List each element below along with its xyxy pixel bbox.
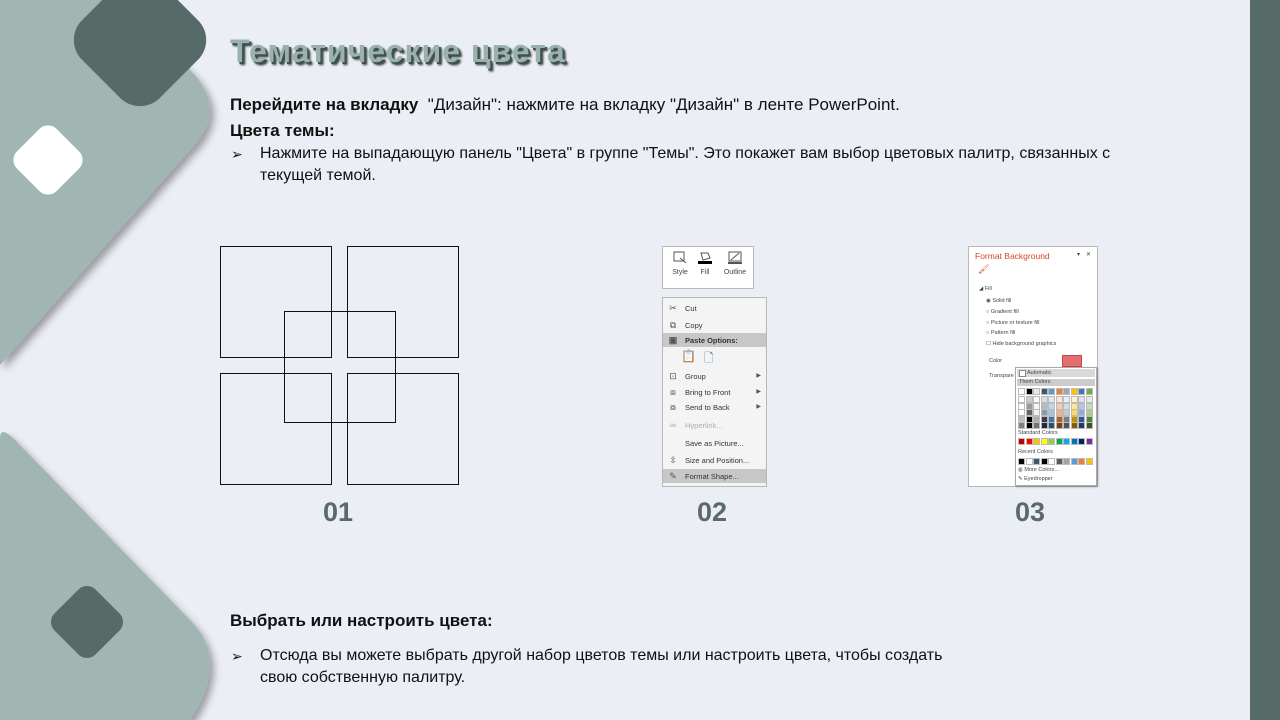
color-swatch[interactable] (1026, 422, 1033, 429)
bullet1-line1: Нажмите на выпадающую панель "Цвета" в группе "Темы". Это покажет вам выбор цветовых палитр, связанных с (260, 145, 1111, 162)
squares-illustration (219, 245, 461, 487)
bullet-arrow-2: ➢ (231, 648, 243, 664)
menu-item-bring-to-front[interactable]: ⧈ Bring to Front ▶ (663, 385, 766, 399)
link-icon: ∞ (669, 420, 677, 430)
fill-bucket-icon[interactable]: 🖌 (978, 264, 990, 274)
copy-icon: ⧉ (669, 320, 677, 330)
send-back-icon: ⧇ (670, 402, 676, 412)
size-icon: ⇳ (669, 455, 677, 465)
paste-keep-icon[interactable]: 📋 (681, 349, 696, 363)
format-shape-icon: ✎ (669, 471, 677, 481)
square-bottom-right (348, 374, 459, 485)
context-menu (662, 297, 767, 487)
bullet1-line2: текущей темой. (260, 167, 376, 184)
automatic-option[interactable]: Automatic (1017, 369, 1095, 377)
format-background-pane (968, 246, 1098, 487)
color-swatch[interactable] (1026, 388, 1033, 395)
paste-picture-icon[interactable]: 🗋 (704, 351, 714, 365)
section1-heading: Цвета темы: (230, 121, 335, 140)
fill-bucket-icon (697, 250, 713, 264)
color-swatch[interactable] (1071, 458, 1078, 465)
submenu-arrow-icon: ▶ (756, 373, 761, 379)
square-top-right (348, 247, 459, 358)
menu-item-copy[interactable]: ⧉ Copy (669, 320, 703, 330)
menu-item-save-as-picture[interactable]: Save as Picture... (685, 439, 744, 448)
pane-title: Format Background (975, 251, 1050, 261)
color-swatch[interactable] (1033, 438, 1040, 445)
outline-button[interactable] (721, 250, 749, 276)
intro-label: Перейдите на вкладку (230, 95, 419, 114)
solid-fill-radio[interactable]: ◉ Solid fill (986, 298, 1012, 304)
submenu-arrow-icon: ▶ (756, 404, 761, 410)
color-swatch[interactable] (1086, 388, 1093, 395)
color-swatch[interactable] (1078, 422, 1085, 429)
color-swatch[interactable] (1041, 388, 1048, 395)
recent-colors-header: Recent Colors (1018, 449, 1053, 455)
style-label: Style (672, 269, 688, 276)
color-swatch[interactable] (1048, 458, 1055, 465)
color-swatch[interactable] (1056, 458, 1063, 465)
style-icon (672, 250, 688, 264)
close-icon[interactable]: ✕ (1086, 252, 1092, 258)
color-swatch[interactable] (1018, 458, 1025, 465)
color-swatch[interactable] (1078, 458, 1085, 465)
color-swatch[interactable] (1056, 388, 1063, 395)
menu-item-cut[interactable]: ✂ Cut (669, 303, 697, 313)
fill-label: Fill (700, 269, 710, 276)
theme-colors-header: Them Colors (1017, 379, 1095, 386)
color-swatch[interactable] (1078, 438, 1085, 445)
slide-title: Тематические цвета (230, 33, 566, 69)
fill-button[interactable] (694, 250, 716, 276)
scissors-icon: ✂ (669, 303, 677, 313)
color-swatch[interactable] (1048, 422, 1055, 429)
color-swatch[interactable] (1078, 388, 1085, 395)
color-swatch[interactable] (1071, 388, 1078, 395)
standard-colors-row (1018, 438, 1094, 444)
color-swatch[interactable] (1063, 388, 1070, 395)
picture-fill-radio[interactable]: ○ Picture or texture fill (986, 320, 1040, 326)
color-swatch[interactable] (1063, 422, 1070, 429)
transparency-label: Transpare (989, 373, 1014, 379)
menu-item-hyperlink[interactable]: ∞ Hyperlink... (669, 420, 723, 430)
section2-heading: Выбрать или настроить цвета: (230, 611, 493, 630)
intro-line (230, 95, 900, 115)
color-swatch[interactable] (1086, 438, 1093, 445)
color-swatch[interactable] (1026, 438, 1033, 445)
color-swatch[interactable] (1056, 422, 1063, 429)
color-swatch[interactable] (1041, 458, 1048, 465)
color-dropdown (1015, 367, 1097, 486)
menu-item-format-shape[interactable]: ✎ Format Shape... (663, 469, 766, 483)
color-label: Color (989, 358, 1003, 364)
color-swatch[interactable] (1018, 422, 1025, 429)
paste-options-header: ▣ Paste Options: (663, 333, 766, 347)
eyedropper-option[interactable]: ✎ Eyedropper (1018, 476, 1053, 482)
color-swatch[interactable] (1048, 388, 1055, 395)
theme-colors-grid (1018, 388, 1094, 428)
color-swatch[interactable] (1071, 422, 1078, 429)
bullet-arrow-1: ➢ (231, 146, 243, 162)
color-swatch[interactable] (1026, 458, 1033, 465)
style-button[interactable] (669, 250, 691, 276)
bullet2-line1: Отсюда вы можете выбрать другой набор цветов темы или настроить цвета, чтобы создать (260, 647, 943, 664)
intro-text: "Дизайн": нажмите на вкладку "Дизайн" в ленте PowerPoint. (427, 95, 900, 114)
step-number-01: 01 (323, 497, 354, 527)
menu-item-group[interactable]: ⊡ Group ▶ (669, 371, 761, 381)
color-swatch[interactable] (1018, 388, 1025, 395)
color-swatch[interactable] (1056, 438, 1063, 445)
color-swatch[interactable] (1048, 438, 1055, 445)
submenu-arrow-icon: ▶ (756, 389, 761, 395)
square-bottom-left (221, 374, 332, 485)
right-accent-bar (1250, 0, 1280, 720)
color-swatch[interactable] (1018, 438, 1025, 445)
color-swatch[interactable] (1071, 438, 1078, 445)
group-icon: ⊡ (669, 371, 677, 381)
square-top-left (221, 247, 332, 358)
color-swatch[interactable] (1086, 422, 1093, 429)
mini-toolbar (662, 246, 754, 289)
color-picker-button[interactable] (1062, 355, 1082, 367)
menu-item-send-to-back[interactable]: ⧇ Send to Back ▶ (663, 400, 766, 414)
outline-label: Outline (723, 269, 747, 276)
pattern-fill-radio[interactable]: ○ Pattern fill (986, 330, 1016, 336)
hide-graphics-checkbox[interactable]: ☐ Hide background graphics (986, 341, 1057, 347)
automatic-swatch (1019, 370, 1026, 377)
pane-options-icon[interactable]: ▾ (1077, 252, 1081, 258)
step-number-03: 03 (1015, 497, 1046, 527)
deco-shape-bottom (0, 432, 210, 720)
more-colors-option[interactable]: ◍ More Colors... (1018, 467, 1059, 473)
fill-section-header[interactable]: ◢ Fill (979, 286, 992, 292)
color-swatch[interactable] (1041, 422, 1048, 429)
step-number-02: 02 (697, 497, 728, 527)
menu-item-size-position[interactable]: ⇳ Size and Position... (669, 455, 750, 465)
color-swatch[interactable] (1033, 388, 1040, 395)
gradient-fill-radio[interactable]: ○ Gradient fill (986, 309, 1019, 315)
recent-colors-row (1018, 458, 1094, 464)
color-swatch[interactable] (1041, 438, 1048, 445)
color-swatch[interactable] (1063, 438, 1070, 445)
square-center (285, 312, 396, 423)
bring-front-icon: ⧈ (670, 387, 676, 397)
paste-icon: ▣ (668, 335, 678, 345)
color-swatch[interactable] (1033, 422, 1040, 429)
outline-pen-icon (727, 250, 743, 264)
color-swatch[interactable] (1033, 458, 1040, 465)
bullet2-line2: свою собственную палитру. (260, 669, 466, 686)
color-swatch[interactable] (1086, 458, 1093, 465)
standard-colors-header: Standard Colors (1018, 430, 1058, 436)
color-swatch[interactable] (1063, 458, 1070, 465)
